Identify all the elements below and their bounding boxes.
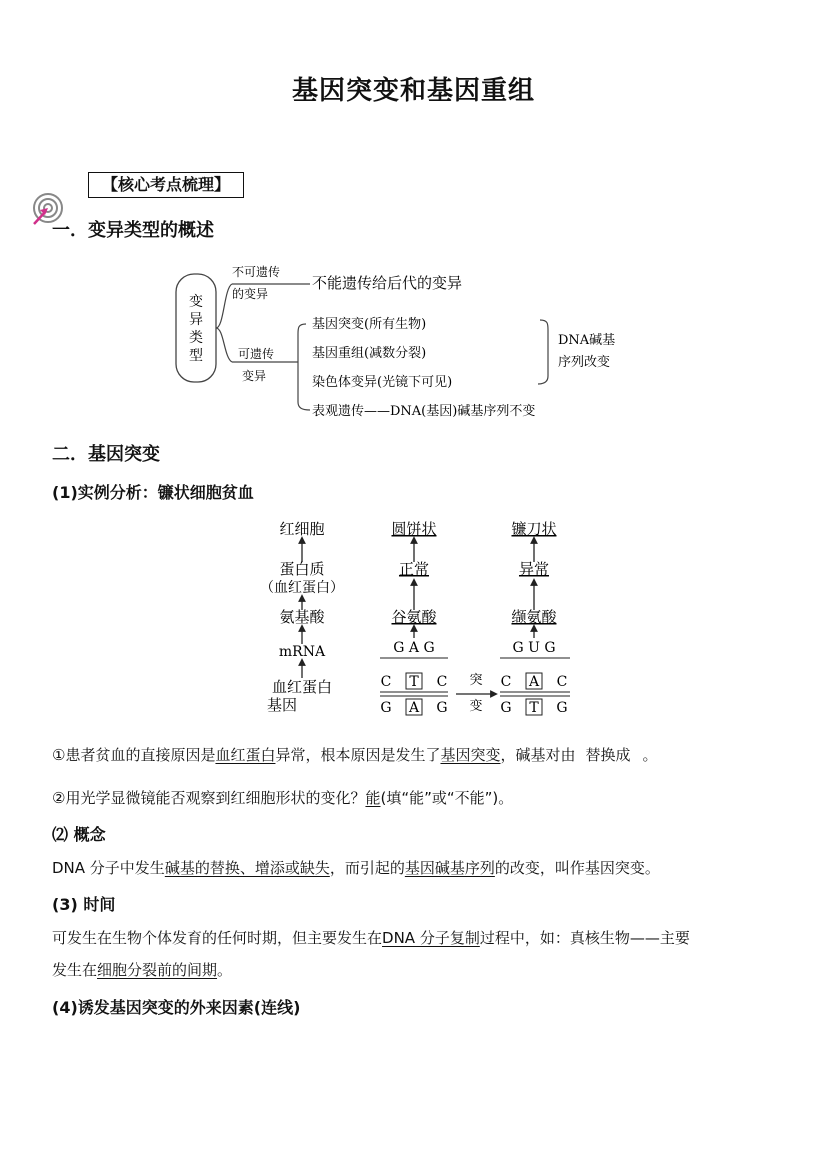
normal-protein: 正常 — [398, 560, 430, 578]
bracket-note: DNA碱基 — [558, 333, 616, 348]
mutant-base: G — [500, 700, 512, 716]
heritable-item: 基因重组(减数分裂) — [312, 346, 427, 361]
label-hemoglobin: （血红蛋白） — [260, 580, 344, 596]
normal-amino-acid: 谷氨酸 — [391, 608, 437, 626]
mutant-base: C — [556, 674, 568, 690]
mutant-base: G — [556, 700, 568, 716]
nonheritable-desc: 不能遗传给后代的变异 — [312, 274, 463, 292]
factors-heading: (4)诱发基因突变的外来因素(连线) — [52, 998, 301, 1017]
mutant-base-boxed: A — [528, 674, 540, 690]
normal-base-boxed: A — [408, 700, 420, 716]
root-char: 型 — [189, 348, 203, 364]
mutant-protein: 异常 — [518, 560, 550, 578]
label-mrna: mRNA — [278, 644, 326, 660]
mutant-amino-acid: 缬氨酸 — [511, 608, 557, 626]
page-title: 基因突变和基因重组 — [291, 76, 535, 106]
mutant-base-boxed: T — [529, 700, 539, 716]
mutation-label: 变 — [469, 699, 483, 714]
label-amino-acid: 氨基酸 — [279, 608, 325, 626]
time-text-line1: 可发生在生物个体发育的任何时期，但主要发生在DNA 分子复制过程中，如：真核生物——主要 — [52, 929, 690, 947]
variation-types-diagram — [170, 258, 670, 428]
normal-base: G — [380, 700, 392, 716]
sickle-cell-figure — [240, 512, 590, 722]
normal-codon: G A G — [393, 640, 435, 656]
concept-text: DNA 分子中发生碱基的替换、增添或缺失，而引起的基因碱基序列的改变，叫作基因突变。 — [52, 859, 660, 877]
normal-base: G — [436, 700, 448, 716]
normal-base-boxed: T — [409, 674, 419, 690]
normal-shape: 圆饼状 — [391, 520, 437, 538]
root-char: 变 — [189, 294, 203, 310]
heritable-label: 可遗传 — [238, 347, 275, 361]
root-char: 异 — [189, 312, 203, 328]
heritable-item: 表观遗传——DNA(基因)碱基序列不变 — [312, 404, 536, 419]
bracket-note: 序列改变 — [558, 355, 611, 370]
root-box — [176, 274, 216, 382]
section1-heading: 一．变异类型的概述 — [52, 220, 214, 241]
mutant-shape: 镰刀状 — [511, 520, 557, 538]
core-points-badge: 【核心考点梳理】 — [88, 172, 244, 198]
time-heading: (3) 时间 — [52, 895, 116, 914]
normal-base: C — [436, 674, 448, 690]
label-protein: 蛋白质 — [279, 560, 325, 578]
heritable-item: 染色体变异(光镜下可见) — [312, 375, 453, 390]
section2-heading: 二．基因突变 — [52, 444, 160, 465]
mutant-codon: G U G — [512, 640, 556, 656]
normal-base: C — [380, 674, 392, 690]
question-2: ②用光学显微镜能否观察到红细胞形状的变化？能(填“能”或“不能”)。 — [52, 789, 514, 807]
question-1: ①患者贫血的直接原因是血红蛋白异常，根本原因是发生了基因突变，碱基对由 替换成 。 — [52, 746, 658, 764]
heritable-label: 变异 — [242, 369, 267, 383]
concept-heading: ⑵ 概念 — [52, 825, 106, 844]
heritable-item: 基因突变(所有生物) — [312, 317, 427, 332]
nonheritable-label: 的变异 — [232, 287, 269, 301]
label-gene: 血红蛋白 — [271, 678, 333, 696]
example-heading: (1)实例分析：镰状细胞贫血 — [52, 483, 254, 502]
time-text-line2: 发生在细胞分裂前的间期。 — [52, 961, 233, 979]
root-char: 类 — [189, 330, 203, 346]
mutant-base: C — [500, 674, 512, 690]
label-gene: 基因 — [266, 696, 298, 714]
mutation-label: 突 — [469, 673, 483, 688]
label-rbc: 红细胞 — [279, 520, 325, 538]
nonheritable-label: 不可遗传 — [232, 265, 281, 279]
